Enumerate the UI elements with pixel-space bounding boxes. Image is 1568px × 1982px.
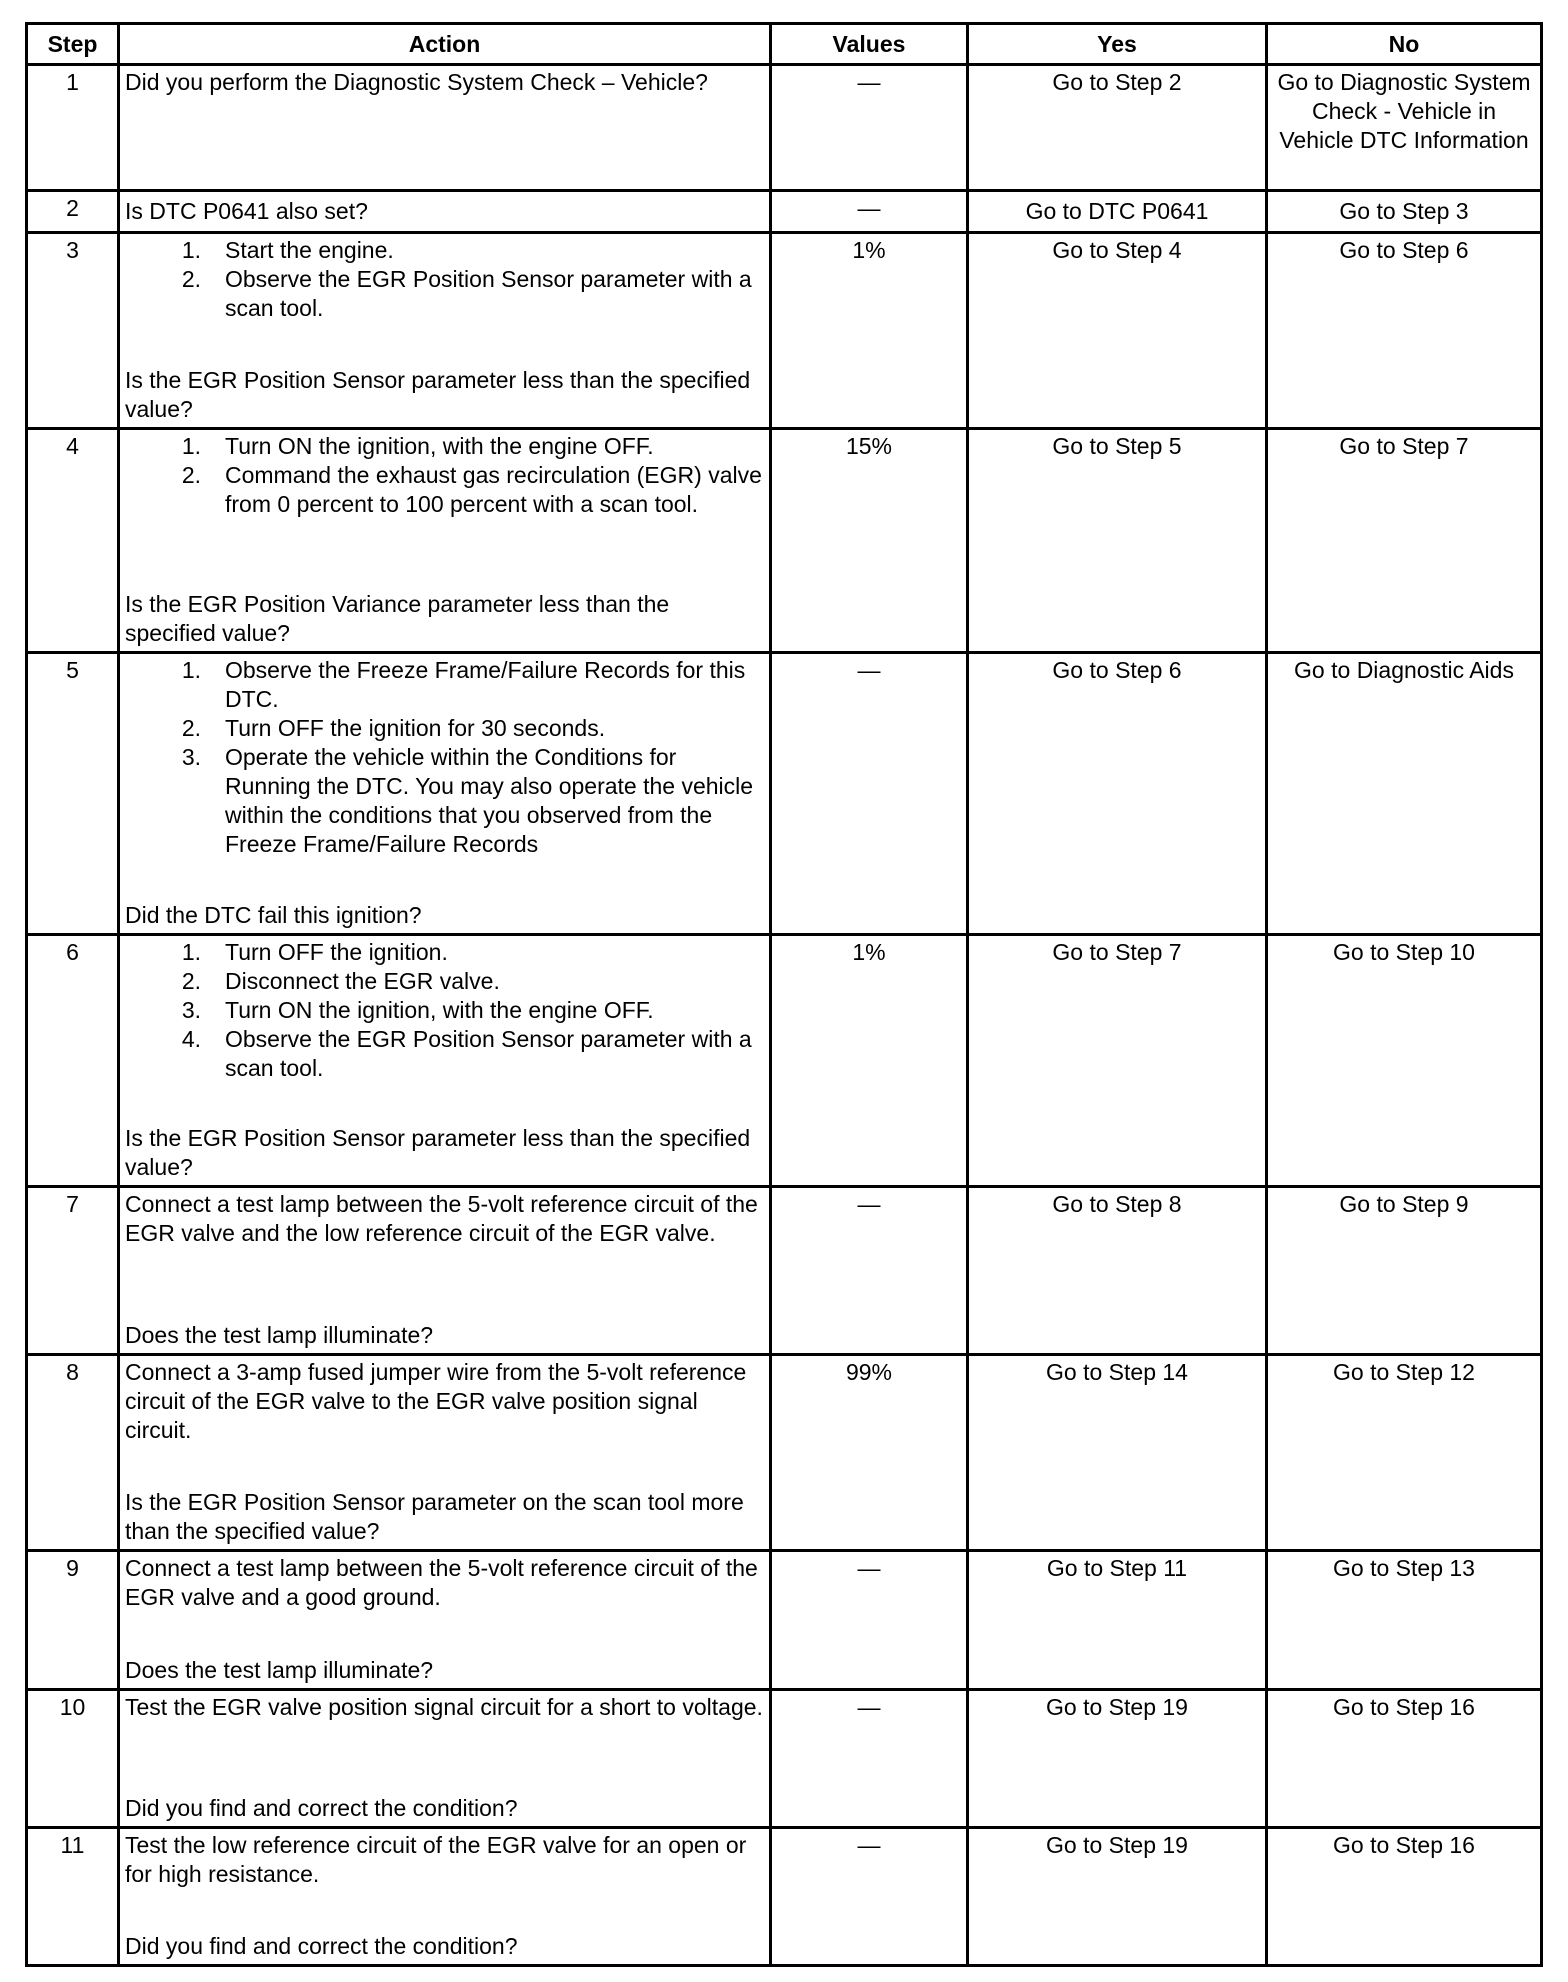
step-number: 5 [27, 653, 119, 935]
action-question: Did you find and correct the condition? [125, 1795, 518, 1821]
no-cell: Go to Step 6 [1267, 233, 1542, 429]
yes-cell: Go to Step 6 [968, 653, 1267, 935]
no-cell: Go to Diagnostic System Check - Vehicle in Vehicle DTC Information [1267, 65, 1542, 191]
list-item: 1. Observe the Freeze Frame/Failure Records for this DTC. [181, 657, 746, 712]
list-item: 2. Disconnect the EGR valve. [181, 968, 500, 994]
action-steps [125, 656, 764, 859]
header-step: Step [27, 24, 119, 65]
no-cell: Go to Step 3 [1267, 191, 1542, 233]
value-cell: — [771, 191, 968, 233]
action-question: Did the DTC fail this ignition? [125, 902, 422, 928]
list-item: 3. Turn ON the ignition, with the engine OFF. [181, 997, 654, 1023]
header-values: Values [771, 24, 968, 65]
list-item: 1. Turn OFF the ignition. [181, 939, 448, 965]
yes-cell: Go to Step 7 [968, 935, 1267, 1187]
action-cell [119, 653, 771, 935]
action-cell [119, 1690, 771, 1828]
diagnostic-table [25, 22, 1543, 1967]
value-cell: 1% [771, 233, 968, 429]
yes-cell: Go to Step 11 [968, 1551, 1267, 1690]
no-cell: Go to Step 10 [1267, 935, 1542, 1187]
step-number: 4 [27, 429, 119, 653]
action-cell [119, 1355, 771, 1551]
list-item: 3. Operate the vehicle within the Conditions for Running the DTC. You may also operate the vehicle within the conditions that you observed from the Freeze Frame/Failure Records [181, 744, 754, 857]
action-question: Did you find and correct the condition? [125, 1933, 518, 1959]
value-cell: — [771, 1690, 968, 1828]
yes-cell: Go to Step 8 [968, 1187, 1267, 1355]
action-steps [125, 236, 764, 323]
action-text: Connect a 3-amp fused jumper wire from the 5-volt reference circuit of the EGR valve to the EGR valve position signal circuit. [125, 1359, 747, 1443]
no-cell: Go to Diagnostic Aids [1267, 653, 1542, 935]
step-number: 9 [27, 1551, 119, 1690]
action-cell [119, 1187, 771, 1355]
action-question: Is the EGR Position Sensor parameter less than the specified value? [125, 367, 751, 422]
yes-cell: Go to Step 5 [968, 429, 1267, 653]
table-row [27, 653, 1542, 935]
list-item: 2. Command the exhaust gas recirculation (EGR) valve from 0 percent to 100 percent with a scan tool. [181, 462, 762, 517]
no-cell: Go to Step 13 [1267, 1551, 1542, 1690]
table-row [27, 429, 1542, 653]
no-cell: Go to Step 12 [1267, 1355, 1542, 1551]
no-cell: Go to Step 16 [1267, 1828, 1542, 1966]
header-no: No [1267, 24, 1542, 65]
table-row [27, 1828, 1542, 1966]
list-item: 2. Turn OFF the ignition for 30 seconds. [181, 715, 606, 741]
header-row [27, 24, 1542, 65]
step-number: 2 [27, 191, 119, 233]
value-cell: 99% [771, 1355, 968, 1551]
action-question: Is the EGR Position Sensor parameter less than the specified value? [125, 1125, 751, 1180]
value-cell: — [771, 1551, 968, 1690]
table-row [27, 935, 1542, 1187]
action-text: Test the low reference circuit of the EGR valve for an open or for high resistance. [125, 1832, 747, 1887]
table-row [27, 1690, 1542, 1828]
step-number: 3 [27, 233, 119, 429]
action-cell [119, 233, 771, 429]
table-row [27, 65, 1542, 191]
table-row [27, 233, 1542, 429]
yes-cell: Go to DTC P0641 [968, 191, 1267, 233]
step-number: 7 [27, 1187, 119, 1355]
action-text: Is DTC P0641 also set? [119, 191, 771, 233]
value-cell: 1% [771, 935, 968, 1187]
step-number: 6 [27, 935, 119, 1187]
action-steps [125, 938, 764, 1083]
header-action: Action [119, 24, 771, 65]
step-number: 1 [27, 65, 119, 191]
list-item: 1. Turn ON the ignition, with the engine OFF. [181, 433, 654, 459]
yes-cell: Go to Step 14 [968, 1355, 1267, 1551]
table-row [27, 1551, 1542, 1690]
list-item: 4. Observe the EGR Position Sensor parameter with a scan tool. [181, 1026, 752, 1081]
list-item: 2. Observe the EGR Position Sensor parameter with a scan tool. [181, 266, 752, 321]
step-number: 11 [27, 1828, 119, 1966]
table-row [27, 191, 1542, 233]
no-cell: Go to Step 7 [1267, 429, 1542, 653]
action-cell [119, 429, 771, 653]
action-cell [119, 1551, 771, 1690]
yes-cell: Go to Step 4 [968, 233, 1267, 429]
step-number: 10 [27, 1690, 119, 1828]
action-question: Is the EGR Position Variance parameter less than the specified value? [125, 591, 670, 646]
action-text: Test the EGR valve position signal circuit for a short to voltage. [125, 1694, 763, 1720]
table-row [27, 1355, 1542, 1551]
action-text: Did you perform the Diagnostic System Check – Vehicle? [119, 65, 771, 191]
value-cell: — [771, 653, 968, 935]
yes-cell: Go to Step 19 [968, 1690, 1267, 1828]
yes-cell: Go to Step 19 [968, 1828, 1267, 1966]
yes-cell: Go to Step 2 [968, 65, 1267, 191]
step-number: 8 [27, 1355, 119, 1551]
table-row [27, 1187, 1542, 1355]
value-cell: — [771, 1828, 968, 1966]
no-cell: Go to Step 16 [1267, 1690, 1542, 1828]
value-cell: — [771, 1187, 968, 1355]
action-question: Does the test lamp illuminate? [125, 1657, 434, 1683]
value-cell: 15% [771, 429, 968, 653]
action-cell [119, 935, 771, 1187]
action-text: Connect a test lamp between the 5-volt reference circuit of the EGR valve and the low reference circuit of the EGR valve. [125, 1191, 758, 1246]
value-cell: — [771, 65, 968, 191]
no-cell: Go to Step 9 [1267, 1187, 1542, 1355]
header-yes: Yes [968, 24, 1267, 65]
action-text: Connect a test lamp between the 5-volt reference circuit of the EGR valve and a good ground. [125, 1555, 758, 1610]
action-steps [125, 432, 764, 519]
action-cell [119, 1828, 771, 1966]
list-item: 1. Start the engine. [181, 237, 394, 263]
action-question: Does the test lamp illuminate? [125, 1322, 434, 1348]
action-question: Is the EGR Position Sensor parameter on the scan tool more than the specified value? [125, 1489, 744, 1544]
